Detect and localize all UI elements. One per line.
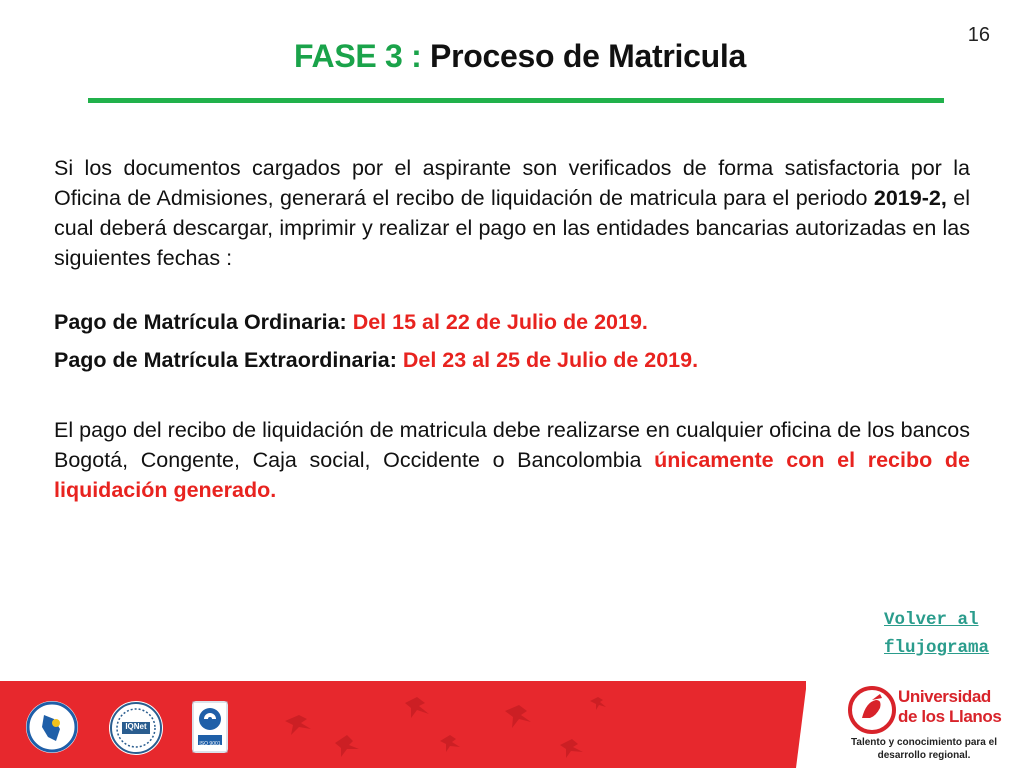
university-name [898,687,1001,727]
extraordinary-payment-dates: Del 23 al 25 de Julio de 2019. [402,348,699,372]
iso-label: ISO 9001 [199,741,221,747]
seal-icon [26,701,78,753]
ordinary-payment-label: Pago de Matrícula Ordinaria: [54,310,353,334]
title-underline [88,98,944,103]
payment-instructions-paragraph [54,415,982,505]
slide-title [0,38,1024,75]
payment-instructions-emphasis: únicamente con el recibo de liquidación generado. [54,448,970,502]
back-link-line-2[interactable]: flujograma [884,638,990,658]
ordinary-payment-line [54,307,970,337]
university-slogan [844,736,1004,762]
iqnet-label: IQNet [125,722,147,731]
university-name-line-2: de los Llanos [898,707,1002,726]
university-logo-icon [846,684,906,736]
extraordinary-payment-label: Pago de Matrícula Extraordinaria: [54,348,403,372]
title-phase: FASE 3 [294,38,403,74]
back-to-flowchart-link[interactable] [884,606,989,662]
intro-text-start: Si los documentos cargados por el aspirante son verificados de forma satisfactoria por la Oficina de Admisiones, generará el recibo de liquidación de matricula para el periodo [54,156,970,210]
slogan-line-2: desarrollo regional. [877,750,971,761]
back-link-line-1[interactable]: Volver al [884,610,979,630]
slide-body [54,153,982,505]
extraordinary-payment-line [54,345,970,375]
title-text: Proceso de Matricula [430,38,746,74]
payment-instructions-text: El pago del recibo de liquidación de matricula debe realizarse en cualquier oficina de los bancos Bogotá, Congente, Caja social, Occidente o Bancolombia [54,418,982,472]
ordinary-payment-dates: Del 15 al 22 de Julio de 2019. [352,310,648,334]
intro-paragraph [54,153,970,273]
intro-text-end: el cual deberá descargar, imprimir y realizar el pago en las entidades bancarias autorizadas en las siguientes fechas : [54,186,970,270]
title-separator: : [402,38,431,74]
government-seal-logo [26,701,78,753]
university-name-line-1: Universidad [898,687,991,706]
enrollment-period: 2019-2, [873,186,947,210]
page-number: 16 [967,24,990,46]
slogan-line-1: Talento y conocimiento para el [851,737,997,748]
